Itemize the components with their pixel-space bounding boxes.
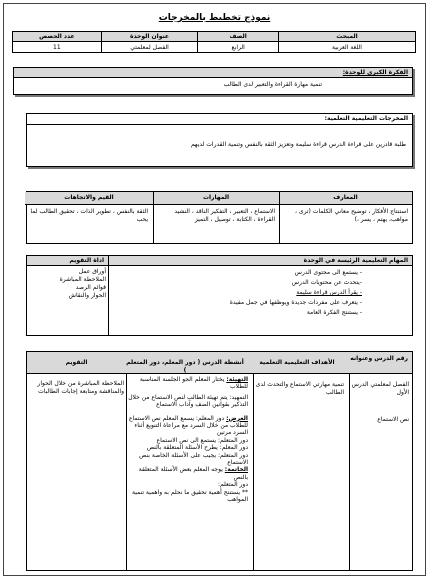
activity-item: الخاتمة: يوجه المعلم بعض الأسئلة المتعلقة بالنص [138,466,248,481]
task-item: -يتحدث عن محتويات الدرس [291,279,362,286]
activity-item: التمهيد: يتم تهيئة الطالب لنص الاستماع من خلال التذكير بقوانين الصف وآداب الاستماع [128,393,248,409]
big-idea-section [13,67,413,95]
activity-item: دور المتعلم: [217,481,248,489]
assessment-item: الحوار والنقاش [68,292,106,299]
learning-outcomes-text: طلبة قادرين على قراءة الدرس قراءة سليمة وتعزيز الثقة بالنفس وتنمية القدرات لديهم [190,141,406,148]
unit-title-value: الفصل لمعلمتي [101,42,198,53]
values-header: القيم والاتجاهات [25,192,153,205]
header-table [12,31,416,53]
values-text: الثقة بالنفس ، تطوير الذات ، تحقيق الطالب لما يحب [30,208,148,223]
activities-cell [124,376,248,504]
lessons-count-header: عدد الحصص [13,32,102,42]
lesson-plan-table [26,351,413,571]
activity-item: العرض: دور المعلم: يسمع المعلم نص الاستماع للطلاب من خلال السرد مع مراعاة التنويع أثناء السرد مرتين [128,414,248,437]
assessment-tool-header: اداة التقويم [27,256,108,266]
knowledge-text: استنتاج الأفكار ، توضيح معاني الكلمات (ترى ، مواهب، يهتم ، يسر ،) [295,208,408,223]
task-item: - يستنتج الفكرة العامة [306,309,362,316]
grade-value: الرابع [198,42,279,53]
activity-item: ** يستنتج أهمية تحقيق ما نحلم به واهمية تنمية المواهب [132,488,248,504]
lessons-count-value: 11 [13,42,102,53]
lesson-title: الفصل لمعلمتي الدرس الأول [351,381,409,396]
subject-header: المبحث [278,32,415,42]
knowledge-header: المعارف [279,192,412,205]
activity-item: دور المتعلم: يجيب على الأسئلة الخاصة بنص الاستماع [139,451,248,467]
assessment-item: قوائم الرصد [75,284,106,291]
activities-header: أنشطة الدرس ( دور المعلم، دور المتعلم ) [126,359,244,374]
unit-title-header: عنوان الوحدة [101,32,198,42]
task-item: - يقرأ الدرس قراءة سليمة [296,289,362,296]
task-item: - يستمع الى محتوى الدرس [294,269,362,276]
big-idea-text: تنمية مهارة القراءة والتعبير لدى الطالب [223,81,322,88]
skills-text: الاستماع ، التعبير ، التفكير الناقد ، النشيد القراءة ، الكتابة ، توصيل ، التميز [174,208,275,223]
grade-header: الصف [198,32,279,42]
activity-item: دور المعلم: يطرح الأسئلة المتعلقة بالنص [146,444,248,452]
evaluation-text: الملاحظة المباشرة من خلال الحوار والمناقشة ومتابعة إجابات الطالبات [37,380,124,395]
main-tasks-header: المهام التعليمية الرئيسة في الوحدة [106,256,412,266]
page-title: نموذج تخطيط بالمخرجات [158,13,271,23]
big-idea-label: الفكرة الكبرى للوحدة: [14,68,412,78]
assessment-item: أوراق عمل [78,268,106,275]
learning-outcomes-section [26,113,413,167]
assessment-item: الملاحظة المباشرة [59,276,106,283]
assessment-tool-list [29,268,106,300]
skills-header: المهارات [153,192,279,205]
main-tasks-list [112,268,362,318]
task-item: - يتعرف على مفردات جديدة ويوظفها في جمل مفيدة [229,299,362,306]
evaluation-header: التقويم [65,359,88,366]
goals-header: الأهداف التعليمية التعلمية [259,359,335,366]
learning-outcomes-label: المخرجات التعليمية التعلمية: [27,114,412,125]
subject-value: اللغة العربية [278,42,415,53]
tasks-section [26,255,413,336]
kav-section [26,191,413,244]
lesson-title-header: رقم الدرس وعنوانه [350,355,408,362]
activity-item: دور المتعلم: يستمع الى نص الاستماع [156,436,248,444]
lesson-subtitle: نص الاستماع [377,416,409,423]
lesson-goal: تنمية مهارتي الاستماع والتحدث لدى الطالب [255,381,344,396]
activity-item: التهيئة: يختار المعلم الجو الجلسة المناسبة للطلاب [139,376,248,391]
